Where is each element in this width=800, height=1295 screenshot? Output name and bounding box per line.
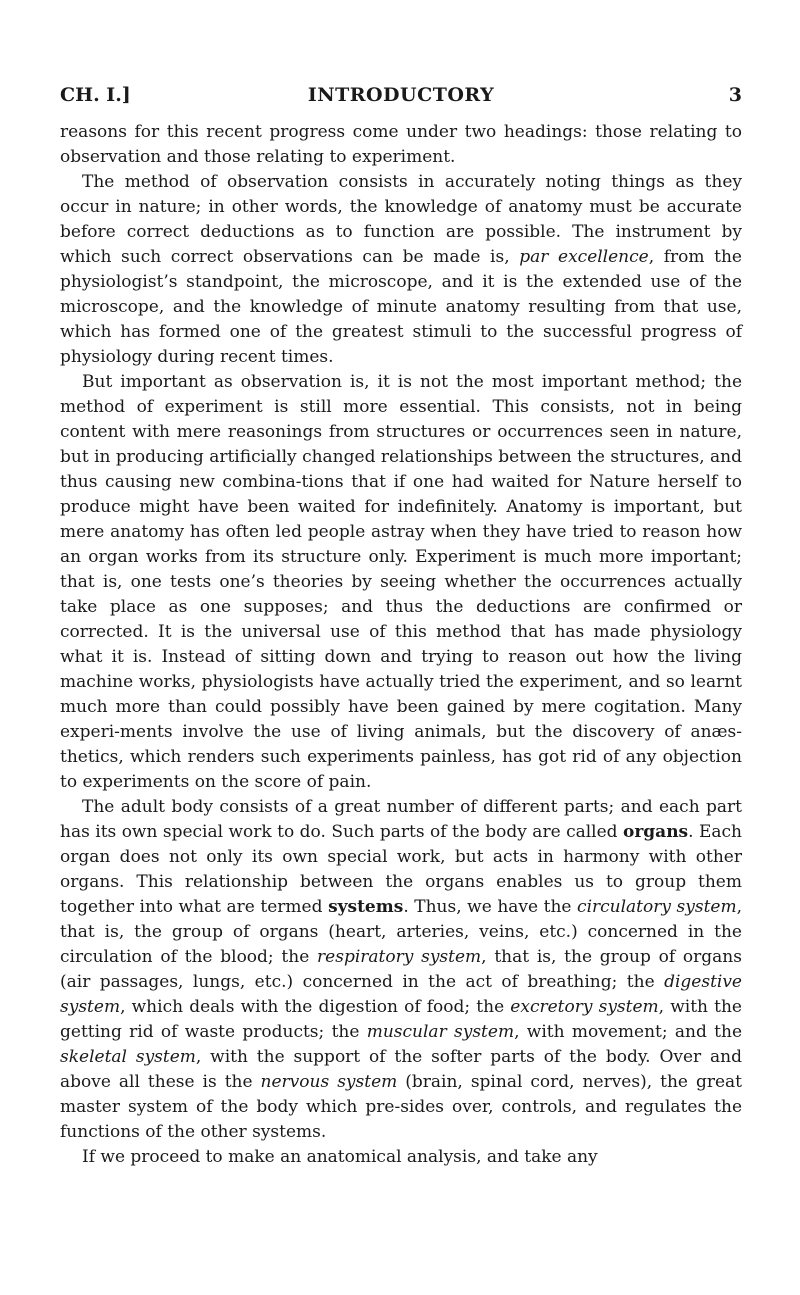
text-run: . Each organ does not only its own special work, but acts in harmony with other organs. This relationship between the organs enables us to group them together into what are termed bbox=[60, 822, 743, 917]
paragraph bbox=[60, 795, 742, 1145]
text-run: If we proceed to make an anatomical analysis, and take any bbox=[82, 1147, 598, 1167]
paragraph bbox=[60, 170, 742, 370]
text-run: . Thus, we have the bbox=[403, 897, 578, 917]
italic-term: muscular system bbox=[366, 1022, 515, 1042]
chapter-label: CH. I.] bbox=[60, 84, 131, 106]
text-run: (brain, spinal cord, nerves), the great master system of the body which pre-sides over, controls, and regulates the functions of the other systems. bbox=[60, 1072, 742, 1142]
text-run: , from the physiologist’s standpoint, the microscope, and it is the extended use of the microscope, and the knowledge of minute anatomy resulting from that use, which has formed one of the greatest stimuli to the successful progress of physiology during recent times. bbox=[60, 247, 742, 367]
text-run: , that is, the group of organs (air passages, lungs, etc.) concerned in the act of breathing; the bbox=[60, 947, 742, 992]
paragraph bbox=[60, 370, 742, 795]
text-run: , that is, the group of organs (heart, arteries, veins, etc.) concerned in the circulation of the blood; the bbox=[60, 897, 742, 967]
italic-term: excretory system bbox=[510, 997, 659, 1017]
italic-term: circulatory system bbox=[577, 897, 737, 917]
text-run: , with the getting rid of waste products; the bbox=[60, 997, 742, 1042]
text-run: , which deals with the digestion of food; the bbox=[120, 997, 511, 1017]
text-run: The adult body consists of a great number of different parts; and each part has its own special work to do. Such parts of the body are called bbox=[60, 797, 742, 842]
paragraph bbox=[60, 1145, 742, 1170]
text-run: reasons for this recent progress come under two headings: those relating to observation and those relating to experiment. bbox=[60, 122, 742, 167]
text-run: The method of observation consists in accurately noting things as they occur in nature; in other words, the knowledge of anatomy must be accurate before correct deductions as to function are possible. The instrument by which such correct observations can be made is, bbox=[60, 172, 742, 267]
paragraph bbox=[60, 120, 742, 170]
running-title: INTRODUCTORY bbox=[307, 84, 495, 106]
text-run: But important as observation is, it is not the most important method; the method of experiment is still more essential. This consists, not in being content with mere reasonings from structures or occurrences seen in nature, but in producing artificially changed relationships between the structures, and thus causing new combina-tions that if one had waited for Nature herself to produce might have been waited for indefinitely. Anatomy is important, but mere anatomy has often led people astray when they have tried to reason how an organ works from its structure only. Experiment is much more important; that is, one tests one’s theories by seeing whether the occurrences actually take place as one supposes; and thus the deductions are confirmed or corrected. It is the universal use of this method that has made physiology what it is. Instead of sitting down and trying to reason out how the living machine works, physiologists have actually tried the experiment, and so learnt much more than could possibly have been gained by mere cogitation. Many experi-ments involve the use of living animals, but the discovery of anæs-thetics, which renders such experiments painless, has got rid of any objection to experiments on the score of pain. bbox=[60, 372, 742, 792]
body-text bbox=[60, 120, 742, 1170]
italic-term: digestive system bbox=[60, 972, 742, 1017]
bold-term: systems bbox=[328, 897, 404, 917]
text-run: , with movement; and the bbox=[514, 1022, 743, 1042]
italic-term: par excellence bbox=[519, 247, 649, 267]
page-number: 3 bbox=[728, 84, 742, 106]
italic-term: skeletal system bbox=[60, 1047, 196, 1067]
text-run: , with the support of the softer parts of the body. Over and above all these is the bbox=[60, 1047, 742, 1092]
bold-term: organs bbox=[623, 822, 689, 842]
italic-term: respiratory system bbox=[317, 947, 482, 967]
italic-term: nervous system bbox=[260, 1072, 398, 1092]
running-header bbox=[60, 84, 742, 108]
